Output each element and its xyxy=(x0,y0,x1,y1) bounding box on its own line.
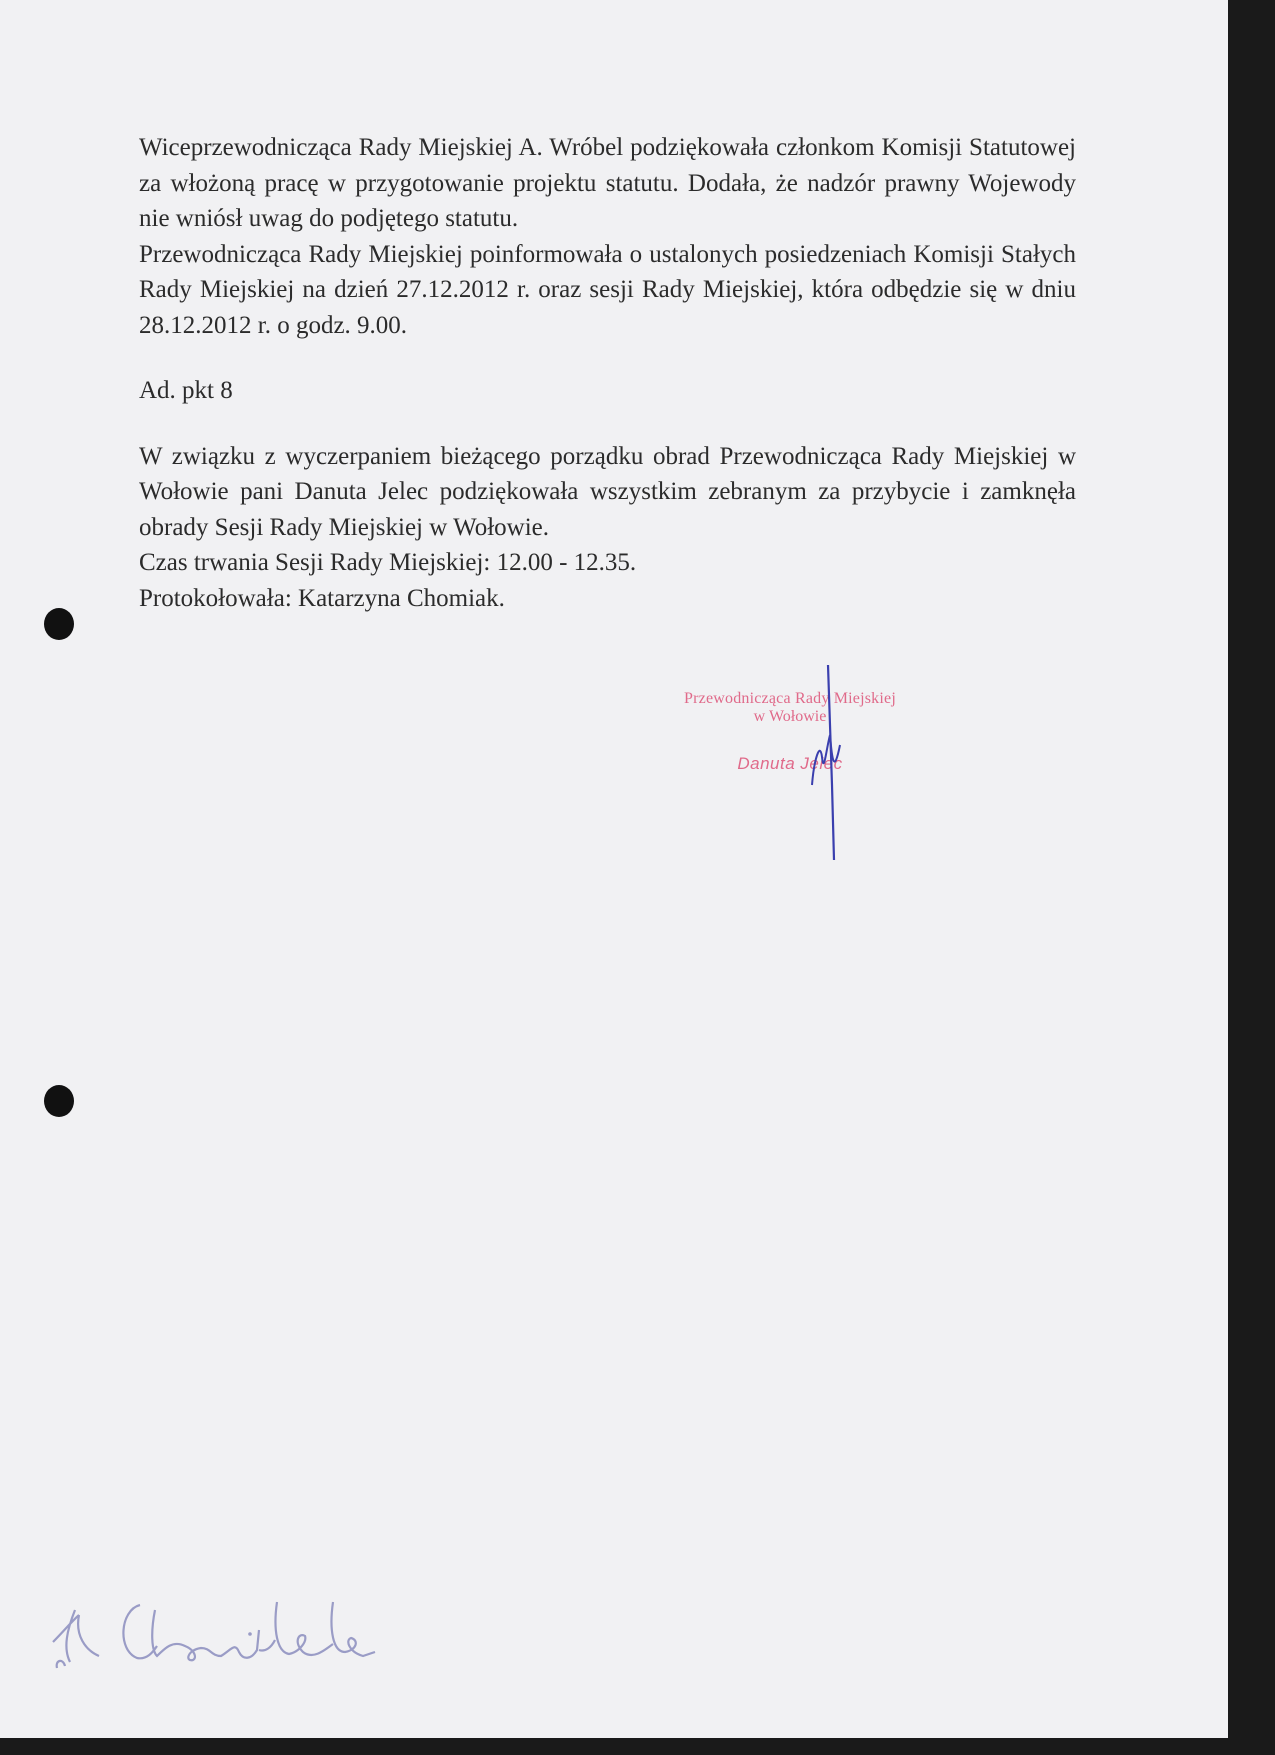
stamp-name: Danuta Jelec xyxy=(737,754,843,773)
scan-border-bottom xyxy=(0,1738,1275,1755)
chair-stamp xyxy=(640,690,940,774)
stamp-place: w Wołowie xyxy=(753,708,827,725)
stamp-title: Przewodnicząca Rady Miejskiej xyxy=(684,690,896,707)
paragraph-meetings: Przewodnicząca Rady Miejskiej poinformowała o ustalonych posiedzeniach Komisji Stałych Rady Miejskiej na dzień 27.12.2012 r. oraz sesji Rady Miejskiej, która odbędzie się w dniu 28.12.2012 r. o godz. 9.00. xyxy=(139,240,1076,339)
chair-signature xyxy=(800,665,860,865)
document-body xyxy=(139,130,1076,616)
paragraph-closing: W związku z wyczerpaniem bieżącego porządku obrad Przewodnicząca Rady Miejskiej w Wołowie pani Danuta Jelec podziękowała wszystkim zebranym za przybycie i zamknęła obrady Sesji Rady Miejskiej w Wołowie. xyxy=(139,442,1076,541)
punch-hole-bottom xyxy=(44,1085,74,1117)
minutes-taker-signature xyxy=(45,1590,425,1680)
paragraph-thanks: Wiceprzewodnicząca Rady Miejskiej A. Wróbel podziękowała członkom Komisji Statutowej za włożoną pracę w przygotowanie projektu statutu. Dodała, że nadzór prawny Wojewody nie wniósł uwag do podjętego statutu. xyxy=(139,134,1076,232)
agenda-point-heading: Ad. pkt 8 xyxy=(139,377,233,404)
scan-border-right xyxy=(1228,0,1275,1755)
minutes-taker: Protokołowała: Katarzyna Chomiak. xyxy=(139,584,505,612)
session-duration: Czas trwania Sesji Rady Miejskiej: 12.00 - 12.35. xyxy=(139,549,637,576)
punch-hole-top xyxy=(44,608,74,640)
